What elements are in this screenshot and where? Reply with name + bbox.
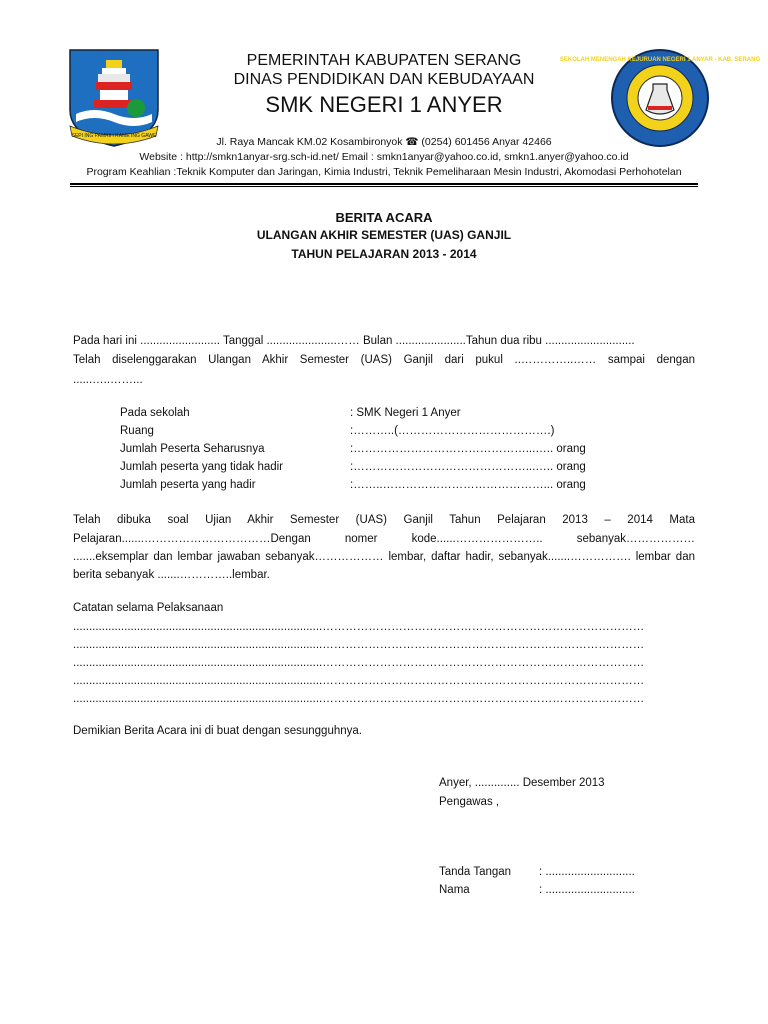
header-divider-thin [70, 186, 698, 187]
field-value: : SMK Negeri 1 Anyer [350, 407, 461, 419]
doc-subtitle: ULANGAN AKHIR SEMESTER (UAS) GANJIL [256, 228, 512, 242]
right-logo-text: SEKOLAH MENENGAH KEJURUAN NEGERI 1 ANYAR - KAB. SERANG [559, 57, 761, 63]
supervisor-role: Pengawas , [439, 796, 500, 808]
signature-label: Tanda Tangan [439, 866, 512, 878]
field-label: Jumlah peserta yang hadir [120, 479, 256, 491]
intro-line-2: Telah diselenggarakan Ulangan Akhir Semester (UAS) Ganjil dari pukul ..…………..…… sampai dengan [73, 354, 695, 366]
opening-line-1: Telah dibuka soal Ujian Akhir Semester (UAS) Ganjil Tahun Pelajaran 2013 – 2014 Mata [73, 514, 695, 526]
notes-line: ..............................................................................………………………………………………………………………… [73, 657, 645, 669]
header-school-name: SMK NEGERI 1 ANYER [265, 92, 503, 117]
field-value: :……..……………………………………... orang [350, 479, 586, 491]
notes-heading: Catatan selama Pelaksanaan [73, 602, 224, 614]
name-label: Nama [439, 884, 470, 896]
place-date: Anyer, .............. Desember 2013 [439, 777, 605, 789]
left-logo-banner: SEPI ING PAMRIH RAME ING GAWE [71, 133, 157, 139]
field-value: :………………………………………...….. orang [350, 461, 586, 473]
field-value: :………..(………………………………….) [350, 425, 555, 437]
opening-line-3: .......eksemplar dan lembar jawaban sebanyak……………… lembar, daftar hadir, sebanyak.......……………. lembar dan [73, 551, 695, 563]
notes-line: ..............................................................................………………………………………………………………………… [73, 639, 645, 651]
field-label: Pada sekolah [120, 407, 190, 419]
intro-line-1: Pada hari ini ......................... Tanggal ......................…… Bulan ......................Tahun dua ribu ............................ [73, 335, 635, 347]
header-programs: Program Keahlian :Teknik Komputer dan Jaringan, Kimia Industri, Teknik Pemeliharaan Mesin Industri, Akomodasi Perhohotelan [86, 166, 682, 178]
intro-line-3: ......…..……... [73, 374, 143, 386]
header-government: PEMERINTAH KABUPATEN SERANG [246, 52, 522, 69]
opening-line-2: Pelajaran.......……………………………Dengan nomer kode......………………….. sebanyak……………… [73, 533, 695, 545]
doc-title: BERITA ACARA [335, 210, 433, 225]
notes-line: ..............................................................................………………………………………………………………………… [73, 675, 645, 687]
header-address: Jl. Raya Mancak KM.02 Kosambironyok ☎ (0254) 601456 Anyar 42466 [216, 136, 552, 148]
header-contact: Website : http://smkn1anyar-srg.sch-id.net/ Email : smkn1anyar@yahoo.co.id, smkn1.anyer@yahoo.co.id [139, 151, 629, 163]
closing-statement: Demikian Berita Acara ini di buat dengan sesungguhnya. [73, 725, 362, 737]
doc-year: TAHUN PELAJARAN 2013 - 2014 [291, 247, 477, 261]
signature-value: : ............................ [539, 866, 635, 878]
notes-line: ..............................................................................………………………………………………………………………… [73, 693, 645, 705]
opening-line-4: berita sebanyak .......…………..lembar. [73, 569, 270, 581]
field-value: :………………………………………...….. orang [350, 443, 586, 455]
name-value: : ............................ [539, 884, 635, 896]
header-divider-thick [70, 183, 698, 185]
notes-line: ..............................................................................………………………………………………………………………… [73, 621, 645, 633]
field-label: Ruang [120, 425, 154, 437]
field-label: Jumlah Peserta Seharusnya [120, 443, 265, 455]
header-department: DINAS PENDIDIKAN DAN KEBUDAYAAN [233, 71, 535, 88]
field-label: Jumlah peserta yang tidak hadir [120, 461, 284, 473]
